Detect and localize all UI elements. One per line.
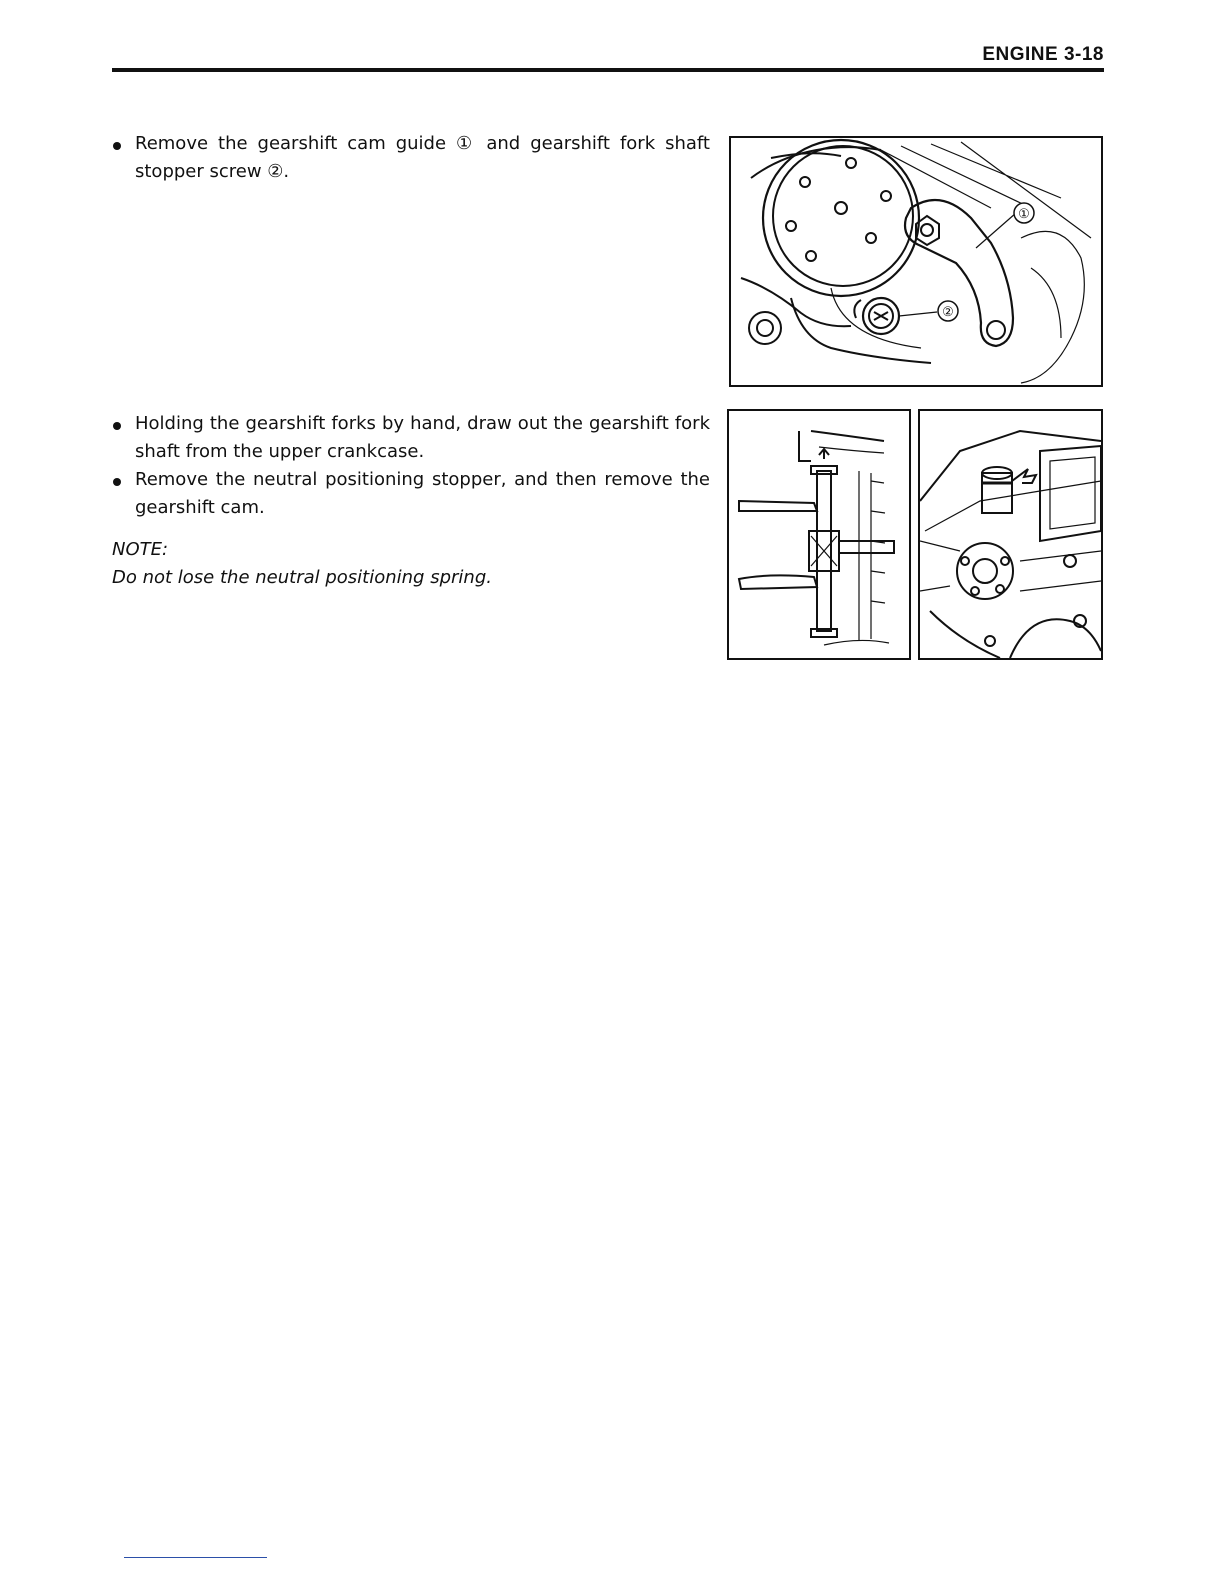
note-label: NOTE: [112, 539, 169, 560]
cam-guide-illustration [731, 138, 1101, 385]
figure-neutral-stopper [918, 409, 1103, 660]
callout-2: ② [942, 305, 954, 320]
page-title: ENGINE 3-18 [982, 44, 1104, 65]
section-remove-fork-shaft [112, 410, 710, 592]
section-remove-cam-guide [112, 130, 710, 186]
figure-cam-guide [729, 136, 1103, 387]
neutral-stopper-illustration [920, 411, 1101, 658]
bullet-item: Remove the neutral positioning stopper, and then remove the gearshift cam. [112, 466, 710, 522]
note-text: Do not lose the neutral positioning spring. [112, 567, 492, 588]
figure-fork-shaft [727, 409, 911, 660]
bullet-item: Remove the gearshift cam guide ① and gearshift fork shaft stopper screw ②. [112, 130, 710, 186]
fork-shaft-illustration [729, 411, 909, 658]
header-rule [112, 68, 1104, 72]
bullet-item: Holding the gearshift forks by hand, draw out the gearshift fork shaft from the upper crankcase. [112, 410, 710, 466]
footer-rule [124, 1557, 267, 1558]
callout-1: ① [1018, 207, 1030, 222]
